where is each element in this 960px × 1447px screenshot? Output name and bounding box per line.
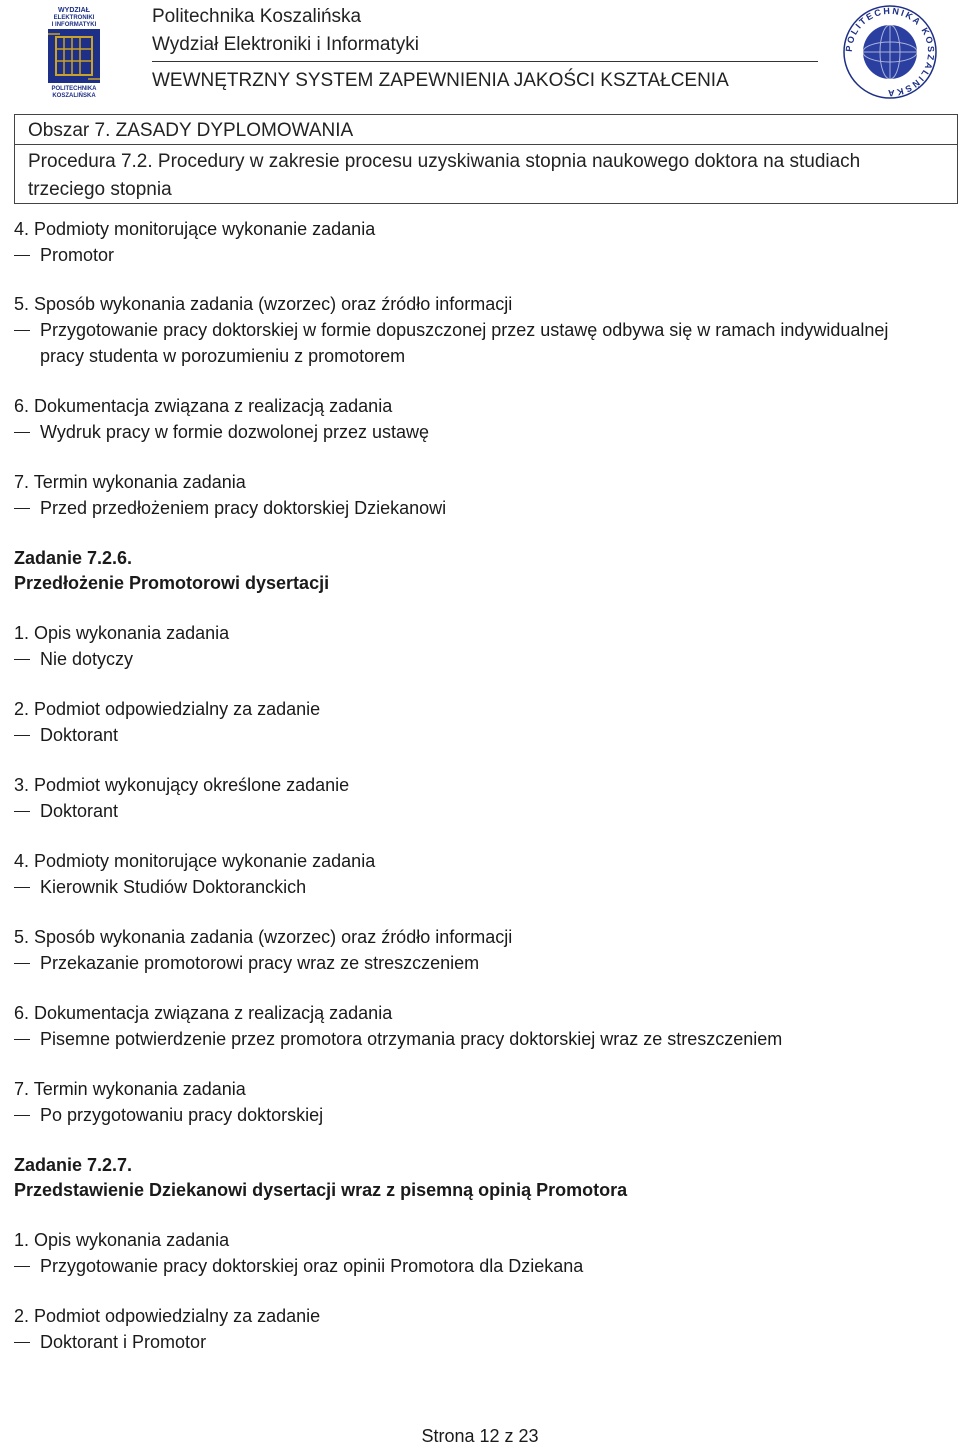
task-726-heading-1: 1. Opis wykonania zadania bbox=[14, 623, 230, 643]
sec-a-item-4: Promotor bbox=[40, 245, 115, 265]
sec-a-heading-5: 5. Sposób wykonania zadania (wzorzec) oraz źródło informacji bbox=[14, 294, 513, 314]
dash-bullet bbox=[14, 1266, 30, 1267]
sec-a-heading-7: 7. Termin wykonania zadania bbox=[14, 472, 246, 492]
task-726-heading-2: 2. Podmiot odpowiedzialny za zadanie bbox=[14, 699, 321, 719]
sec-a-item-5-line1: Przygotowanie pracy doktorskiej w formie dopuszczonej przez ustawę odbywa się w ramach indywidualnej bbox=[40, 320, 889, 340]
task-727-title: Zadanie 7.2.7. bbox=[14, 1155, 133, 1175]
task-726-heading-4: 4. Podmioty monitorujące wykonanie zadania bbox=[14, 851, 376, 871]
task-727-item-1: Przygotowanie pracy doktorskiej oraz opinii Promotora dla Dziekana bbox=[40, 1256, 584, 1276]
procedure-title-line1: Procedura 7.2. Procedury w zakresie procesu uzyskiwania stopnia naukowego doktora na studiach bbox=[28, 151, 861, 172]
sec-a-heading-4: 4. Podmioty monitorujące wykonanie zadania bbox=[14, 219, 376, 239]
task-727-subtitle: Przedstawienie Dziekanowi dysertacji wraz z pisemną opinią Promotora bbox=[14, 1180, 628, 1200]
dash-bullet bbox=[14, 330, 30, 331]
task-726-item-5: Przekazanie promotorowi pracy wraz ze streszczeniem bbox=[40, 953, 480, 973]
task-726-heading-3: 3. Podmiot wykonujący określone zadanie bbox=[14, 775, 350, 795]
logo-text-4: POLITECHNIKA bbox=[51, 86, 97, 92]
dash-bullet bbox=[14, 1115, 30, 1116]
area-separator bbox=[14, 144, 958, 145]
logo-text-3: I INFORMATYKI bbox=[51, 22, 97, 28]
task-726-subtitle: Przedłożenie Promotorowi dysertacji bbox=[14, 573, 330, 593]
logo-text-1: WYDZIAŁ bbox=[58, 7, 90, 14]
task-726-heading-6: 6. Dokumentacja związana z realizacją zadania bbox=[14, 1003, 393, 1023]
university-seal bbox=[842, 4, 938, 100]
task-726-heading-7: 7. Termin wykonania zadania bbox=[14, 1079, 246, 1099]
task-727-heading-2: 2. Podmiot odpowiedzialny za zadanie bbox=[14, 1306, 321, 1326]
dash-bullet bbox=[14, 887, 30, 888]
task-727-item-2: Doktorant i Promotor bbox=[40, 1332, 207, 1352]
dash-bullet bbox=[14, 255, 30, 256]
dash-bullet bbox=[14, 811, 30, 812]
sec-a-item-5-line2: pracy studenta w porozumieniu z promotorem bbox=[40, 346, 406, 366]
task-726-item-3: Doktorant bbox=[40, 801, 119, 821]
logo-text-2: ELEKTRONIKI bbox=[53, 15, 95, 21]
dash-bullet bbox=[14, 432, 30, 433]
page-number: Strona 12 z 23 bbox=[421, 1426, 539, 1446]
area-title: Obszar 7. ZASADY DYPLOMOWANIA bbox=[28, 120, 354, 141]
faculty-logo bbox=[40, 4, 108, 98]
sec-a-heading-6: 6. Dokumentacja związana z realizacją zadania bbox=[14, 396, 393, 416]
header-faculty: Wydział Elektroniki i Informatyki bbox=[152, 34, 419, 55]
dash-bullet bbox=[14, 659, 30, 660]
logo-text-5: KOSZALIŃSKA bbox=[52, 93, 96, 98]
header-rule bbox=[152, 61, 818, 62]
dash-bullet bbox=[14, 508, 30, 509]
task-726-title: Zadanie 7.2.6. bbox=[14, 548, 133, 568]
header-university: Politechnika Koszalińska bbox=[152, 6, 362, 27]
task-726-heading-5: 5. Sposób wykonania zadania (wzorzec) oraz źródło informacji bbox=[14, 927, 513, 947]
dash-bullet bbox=[14, 1039, 30, 1040]
dash-bullet bbox=[14, 1342, 30, 1343]
dash-bullet bbox=[14, 963, 30, 964]
seal-text: POLITECHNIKA KOSZALIŃSKA bbox=[843, 5, 937, 99]
task-726-item-6: Pisemne potwierdzenie przez promotora otrzymania pracy doktorskiej wraz ze streszczeniem bbox=[40, 1029, 783, 1049]
task-726-item-4: Kierownik Studiów Doktoranckich bbox=[40, 877, 307, 897]
task-727-heading-1: 1. Opis wykonania zadania bbox=[14, 1230, 230, 1250]
dash-bullet bbox=[14, 735, 30, 736]
procedure-title-line2: trzeciego stopnia bbox=[28, 179, 172, 200]
task-726-item-7: Po przygotowaniu pracy doktorskiej bbox=[40, 1105, 324, 1125]
sec-a-item-6: Wydruk pracy w formie dozwolonej przez ustawę bbox=[40, 422, 429, 442]
sec-a-item-7: Przed przedłożeniem pracy doktorskiej Dziekanowi bbox=[40, 498, 447, 518]
task-726-item-2: Doktorant bbox=[40, 725, 119, 745]
task-726-item-1: Nie dotyczy bbox=[40, 649, 134, 669]
header-system-title: WEWNĘTRZNY SYSTEM ZAPEWNIENIA JAKOŚCI KSZTAŁCENIA bbox=[152, 70, 729, 91]
